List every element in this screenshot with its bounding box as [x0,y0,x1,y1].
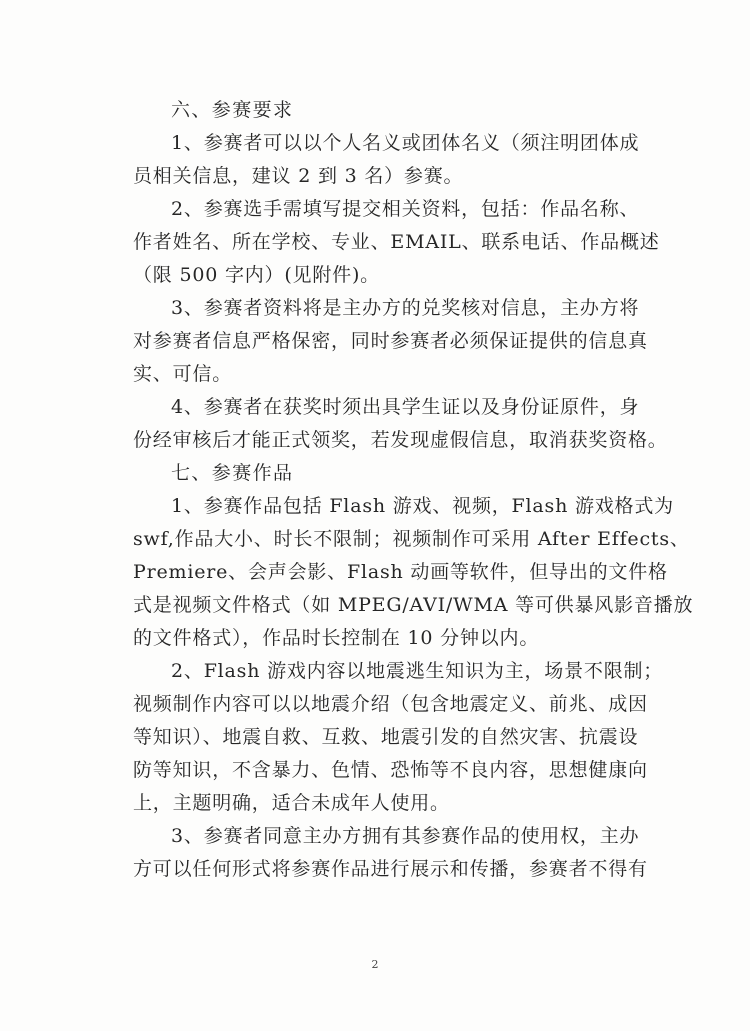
paragraph-line: 份经审核后才能正式领奖，若发现虚假信息，取消获奖资格。 [133,429,668,451]
paragraph-line: 实、可信。 [133,363,233,385]
paragraph-line: （限 500 字内）(见附件)。 [133,264,380,286]
paragraph-line: 作者姓名、所在学校、专业、EMAIL、联系电话、作品概述 [133,231,660,253]
paragraph-line: 视频制作内容可以以地震介绍（包含地震定义、前兆、成因 [133,693,648,715]
section-heading-requirements: 六、参赛要求 [171,99,294,121]
paragraph-line: 对参赛者信息严格保密，同时参赛者必须保证提供的信息真 [133,330,648,352]
paragraph-line: 4、参赛者在获奖时须出具学生证以及身份证原件，身 [171,396,640,418]
section-heading-works: 七、参赛作品 [171,462,294,484]
paragraph-line: Premiere、会声会影、Flash 动画等软件，但导出的文件格 [133,561,668,583]
paragraph-line: swf,作品大小、时长不限制；视频制作可采用 After Effects、 [133,528,690,550]
paragraph-line: 式是视频文件格式（如 MPEG/AVI/WMA 等可供暴风影音播放 [133,594,694,616]
paragraph-line: 3、参赛者资料将是主办方的兑奖核对信息，主办方将 [171,297,640,319]
paragraph-line: 防等知识，不含暴力、色情、恐怖等不良内容，思想健康向 [133,759,648,781]
paragraph-line: 员相关信息，建议 2 到 3 名）参赛。 [133,165,464,187]
paragraph-line: 1、参赛作品包括 Flash 游戏、视频，Flash 游戏格式为 [171,495,674,517]
paragraph-line: 2、参赛选手需填写提交相关资料，包括：作品名称、 [171,198,640,220]
paragraph-line: 的文件格式），作品时长控制在 10 分钟以内。 [133,627,540,649]
paragraph-line: 3、参赛者同意主办方拥有其参赛作品的使用权，主办 [171,825,640,847]
paragraph-line: 等知识）、地震自救、互救、地震引发的自然灾害、抗震设 [133,726,639,748]
paragraph-line: 方可以任何形式将参赛作品进行展示和传播，参赛者不得有 [133,858,648,880]
paragraph-line: 1、参赛者可以以个人名义或团体名义（须注明团体成 [171,132,640,154]
paragraph-line: 2、Flash 游戏内容以地震逃生知识为主，场景不限制； [171,660,664,682]
paragraph-line: 上，主题明确，适合未成年人使用。 [133,792,450,814]
document-body [133,94,694,886]
page-number: 2 [371,958,379,971]
